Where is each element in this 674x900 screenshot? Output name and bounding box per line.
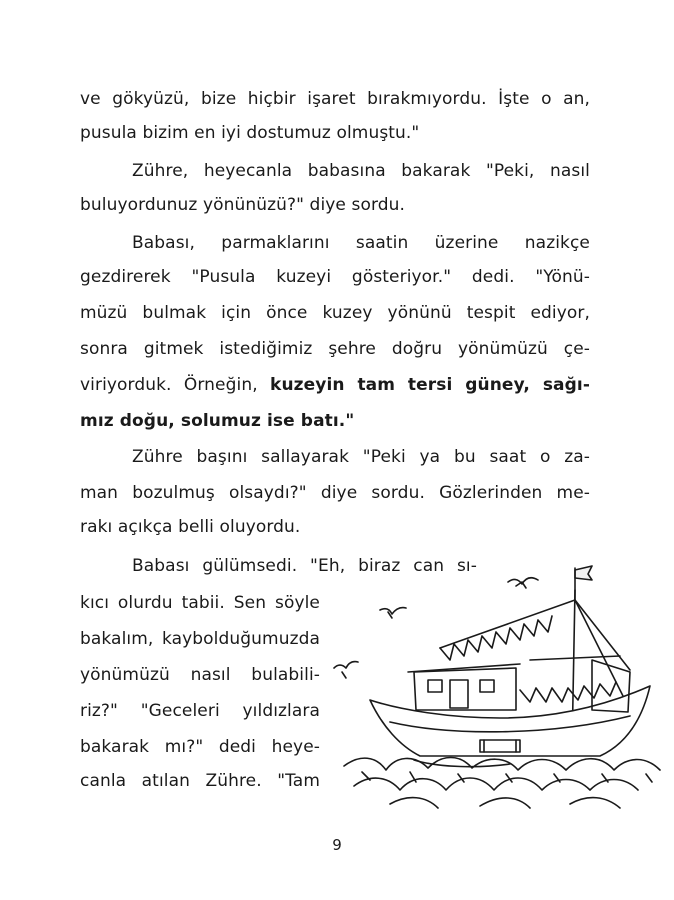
page-number: 9 — [332, 836, 342, 854]
seagull-icon — [380, 608, 406, 618]
text-line: sonra gitmek istediğimiz şehre doğru yönümüzü çe- — [80, 339, 590, 359]
text-line: buluyordunuz yönünüzü?" diye sordu. — [80, 195, 406, 215]
boat-illustration — [330, 560, 674, 816]
text-line: Zühre, heyecanla babasına bakarak "Peki, nasıl — [132, 161, 590, 181]
seagull-icon — [508, 578, 538, 588]
text-line: yönümüzü nasıl bulabili- — [80, 665, 320, 685]
boat-cabin — [408, 664, 520, 710]
text-line: pusula bizim en iyi dostumuz olmuştu." — [80, 123, 420, 143]
text-line: ve gökyüzü, bize hiçbir işaret bırakmıyordu. İşte o an, — [80, 89, 590, 109]
text-line: Zühre başını sallayarak "Peki ya bu saat o za- — [132, 447, 590, 467]
text-line: rakı açıkça belli oluyordu. — [80, 517, 301, 537]
seagull-icon — [334, 662, 358, 678]
text-line-bold: mız doğu, solumuz ise batı." — [80, 411, 355, 431]
text-line — [80, 374, 590, 396]
text-line: gezdirerek "Pusula kuzeyi gösteriyor." dedi. "Yönü- — [80, 267, 590, 287]
text-segment: viriyorduk. Örneğin, — [80, 375, 271, 395]
flag-icon — [575, 566, 592, 600]
text-line: müzü bulmak için önce kuzey yönünü tespit ediyor, — [80, 303, 590, 323]
text-line: Babası gülümsedi. "Eh, biraz can sı- — [132, 556, 477, 576]
text-line: riz?" "Geceleri yıldızlara — [80, 701, 320, 721]
text-line: bakalım, kaybolduğumuzda — [80, 629, 320, 649]
bold-text-segment: kuzeyin tam tersi güney, sağı- — [270, 375, 590, 395]
text-line: bakarak mı?" dedi heye- — [80, 737, 320, 757]
text-line: canla atılan Zühre. "Tam — [80, 771, 320, 791]
text-line: man bozulmuş olsaydı?" diye sordu. Gözlerinden me- — [80, 483, 590, 503]
text-line: Babası, parmaklarını saatin üzerine nazikçe — [132, 233, 590, 253]
text-line: kıcı olurdu tabii. Sen söyle — [80, 593, 320, 613]
